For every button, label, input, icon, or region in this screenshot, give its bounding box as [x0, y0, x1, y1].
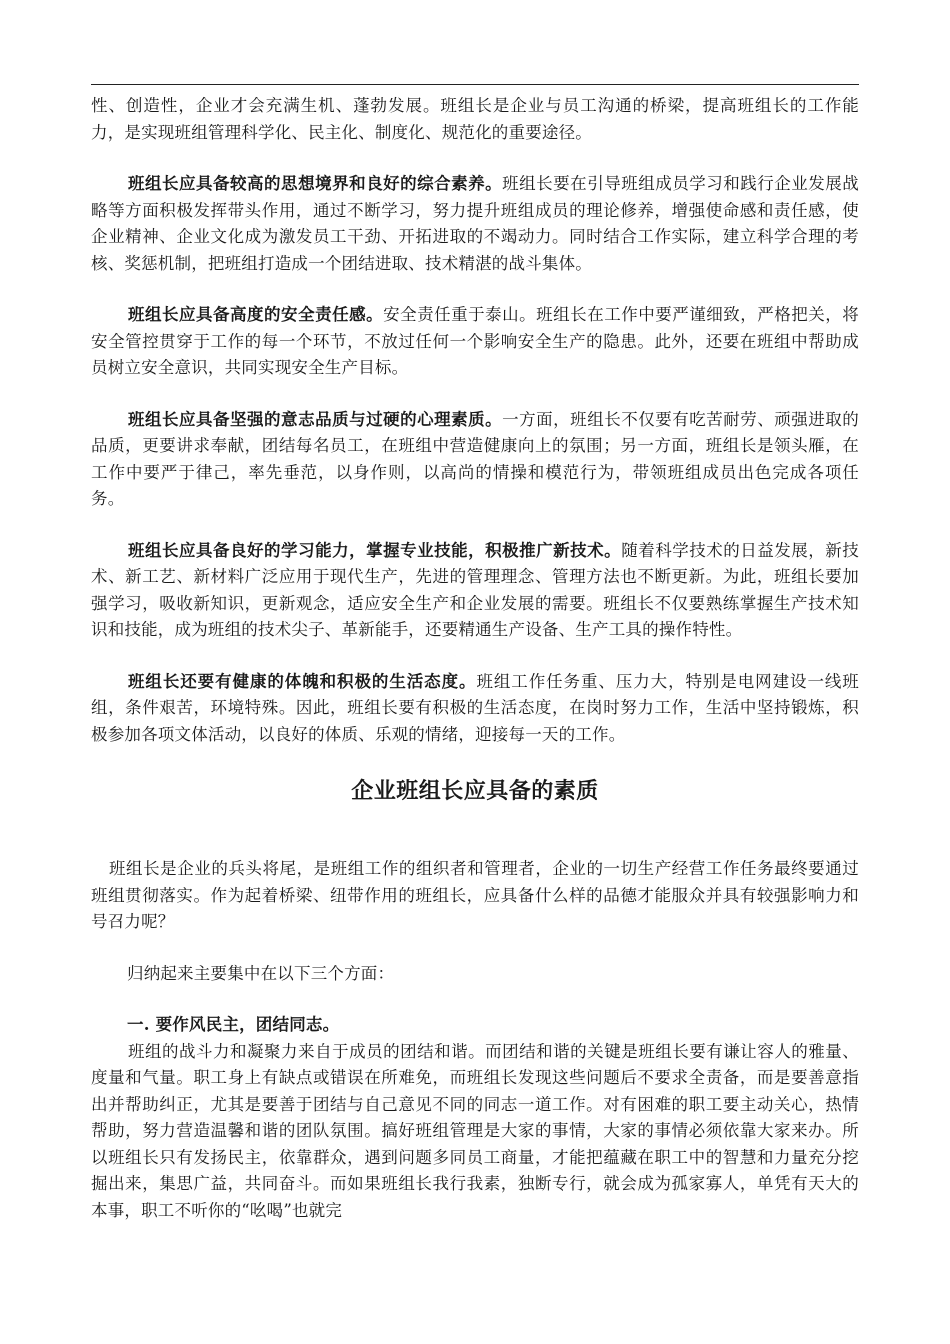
section-2-body: 安全责任重于泰山。班组长在工作中要严谨细致，严格把关，将安全管控贯穿于工作的每一个环节，不放过任何一个影响安全生产的隐患。此外，还要在班组中帮助成员树立安全意识，共同实现安全生产目标。: [91, 305, 859, 377]
section-5-body: 班组工作任务重、压力大，特别是电网建设一线班组，条件艰苦，环境特殊。因此，班组长要有积极的生活态度，在岗时努力工作，生活中坚持锻炼，积极参加各项文体活动，以良好的体质、乐观的情绪，迎接每一天的工作。: [91, 671, 859, 744]
article-intro: 班组长是企业的兵头将尾，是班组工作的组织者和管理者，企业的一切生产经营工作任务最终要通过班组贯彻落实。作为起着桥梁、纽带作用的班组长，应具备什么样的品德才能服众并具有较强影响力和号召力呢？: [91, 859, 859, 931]
section-3-paragraph: [91, 407, 859, 513]
section-3-heading: 班组长应具备坚强的意志品质与过硬的心理素质。: [128, 409, 503, 429]
section-1-paragraph: [91, 171, 859, 277]
section-2-heading: 班组长应具备高度的安全责任感。: [128, 305, 384, 324]
point-1-title: 一. 要作风民主，团结同志。: [127, 1015, 340, 1034]
section-1-body: 班组长要在引导班组成员学习和践行企业发展战略等方面积极发挥带头作用，通过不断学习，努力提升班组成员的理论修养，增强使命感和责任感，使企业精神、企业文化成为激发员工干劲、开拓进取的不竭动力。同时结合工作实际，建立科学合理的考核、奖惩机制，把班组打造成一个团结进取、技术精湛的战斗集体。: [91, 174, 859, 273]
header-rule: [91, 84, 859, 85]
document-page: [91, 84, 859, 1224]
continuation-paragraph: 性、创造性，企业才会充满生机、蓬勃发展。班组长是企业与员工沟通的桥梁，提高班组长的工作能力，是实现班组管理科学化、民主化、制度化、规范化的重要途径。: [91, 96, 859, 142]
article-summary: 归纳起来主要集中在以下三个方面：: [127, 963, 395, 983]
section-1-heading: 班组长应具备较高的思想境界和良好的综合素养。: [128, 174, 503, 193]
article-title: 企业班组长应具备的素质: [351, 778, 599, 804]
section-5-paragraph: [91, 669, 859, 749]
section-5-heading: 班组长还要有健康的体魄和积极的生活态度。: [128, 671, 477, 691]
point-1-body: 班组的战斗力和凝聚力来自于成员的团结和谐。而团结和谐的关键是班组长要有谦让容人的雅量、度量和气量。职工身上有缺点或错误在所难免，而班组长发现这些问题后不要求全责备，而是要善意指出并帮助纠正，尤其是要善于团结与自己意见不同的同志一道工作。对有困难的职工要主动关心，热情帮助，努力营造温馨和谐的团队氛围。搞好班组管理是大家的事情，大家的事情必须依靠大家来办。所以班组长只有发扬民主，依靠群众，遇到问题多同员工商量，才能把蕴藏在职工中的智慧和力量充分挖掘出来，集思广益，共同奋斗。而如果班组长我行我素，独断专行，就会成为孤家寡人，单凭有天大的本事，职工不听你的“吆喝”也就完: [91, 1041, 859, 1220]
section-2-paragraph: [91, 302, 859, 382]
section-4-heading: 班组长应具备良好的学习能力，掌握专业技能，积极推广新技术。: [128, 540, 622, 560]
section-3-body: 一方面，班组长不仅要有吃苦耐劳、顽强进取的品质，更要讲求奉献，团结每名员工，在班组中营造健康向上的氛围；另一方面，班组长是领头雁，在工作中要严于律己，率先垂范，以身作则，以高尚的情操和模范行为，带领班组成员出色完成各项任务。: [91, 409, 859, 508]
section-4-body: 随着科学技术的日益发展，新技术、新工艺、新材料广泛应用于现代生产，先进的管理理念、管理方法也不断更新。为此，班组长要加强学习，吸收新知识，更新观念，适应安全生产和企业发展的需要。班组长不仅要熟练掌握生产技术知识和技能，成为班组的技术尖子、革新能手，还要精通生产设备、生产工具的操作特性。: [91, 540, 859, 639]
section-4-paragraph: [91, 538, 859, 644]
